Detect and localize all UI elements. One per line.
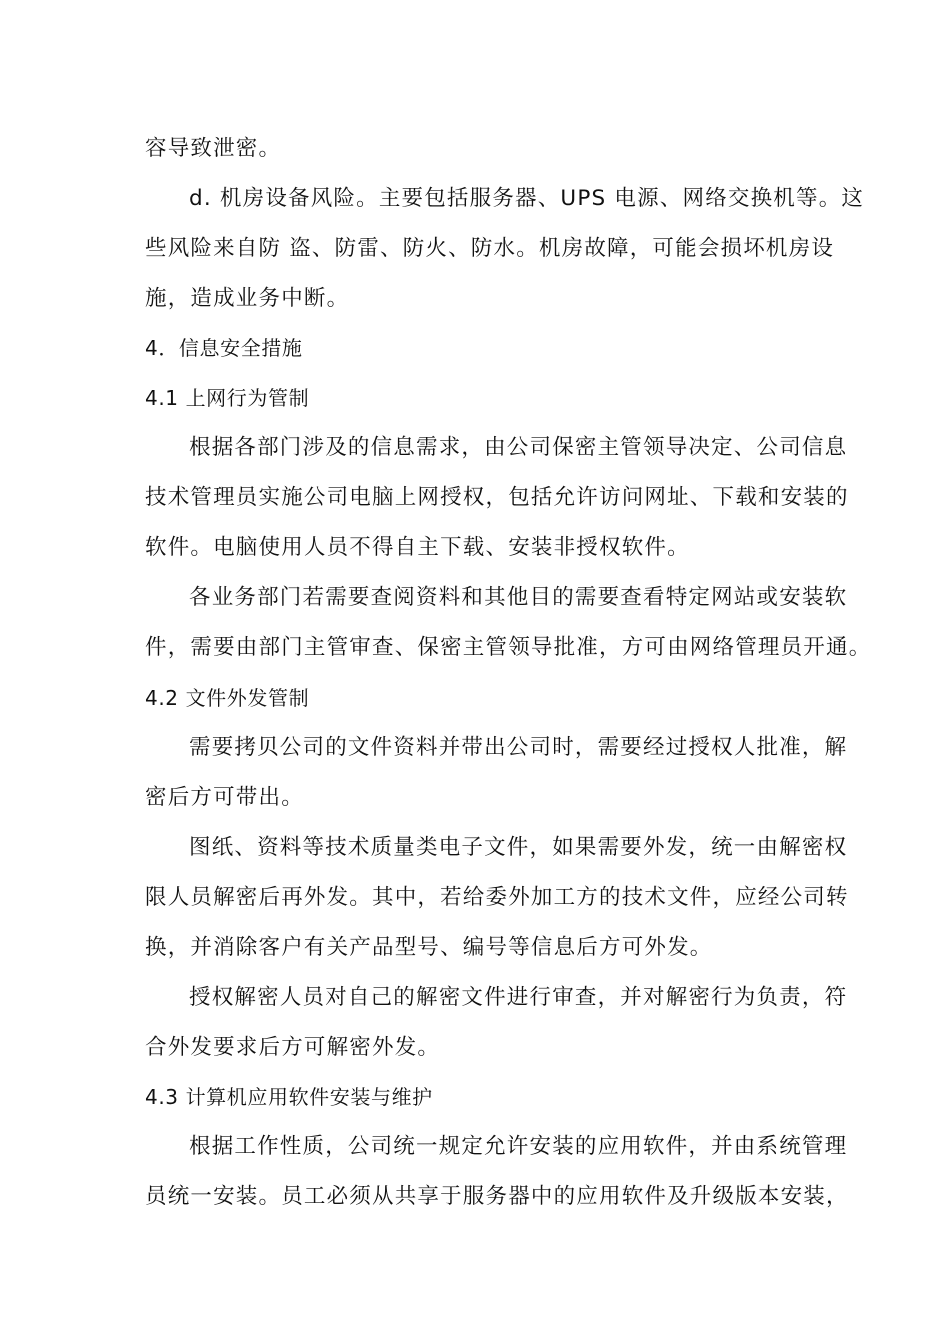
body-text-line: 软件。电脑使用人员不得自主下载、安装非授权软件。 bbox=[145, 535, 690, 560]
body-text-line: 各业务部门若需要查阅资料和其他目的需要查看特定网站或安装软 bbox=[189, 585, 848, 610]
section-heading: 4．信息安全措施 bbox=[145, 336, 303, 360]
body-text-line: 密后方可带出。 bbox=[145, 785, 304, 810]
body-text-line: 些风险来自防 盗、防雷、防火、防水。机房故障，可能会损坏机房设 bbox=[145, 236, 835, 261]
body-text-line: 根据各部门涉及的信息需求，由公司保密主管领导决定、公司信息 bbox=[189, 435, 848, 460]
body-text-line: 施，造成业务中断。 bbox=[145, 286, 350, 311]
body-text-line: 图纸、资料等技术质量类电子文件，如果需要外发，统一由解密权 bbox=[189, 835, 848, 860]
body-text-line: 需要拷贝公司的文件资料并带出公司时，需要经过授权人批准，解 bbox=[189, 735, 848, 760]
body-text-line: 技术管理员实施公司电脑上网授权，包括允许访问网址、下载和安装的 bbox=[145, 485, 849, 510]
body-text-line: 合外发要求后方可解密外发。 bbox=[145, 1035, 441, 1060]
body-text-line: 限人员解密后再外发。其中，若给委外加工方的技术文件，应经公司转 bbox=[145, 885, 849, 910]
body-text-line: 容导致泄密。 bbox=[145, 136, 282, 161]
body-text-line: 件，需要由部门主管审查、保密主管领导批准，方可由网络管理员开通。 bbox=[145, 635, 872, 660]
subsection-heading: 4.3 计算机应用软件安装与维护 bbox=[145, 1085, 433, 1109]
body-text-line: 授权解密人员对自己的解密文件进行审查，并对解密行为负责，符 bbox=[189, 985, 848, 1010]
body-text-line: 根据工作性质，公司统一规定允许安装的应用软件，并由系统管理 bbox=[189, 1134, 848, 1159]
body-text-line: 换，并消除客户有关产品型号、编号等信息后方可外发。 bbox=[145, 935, 713, 960]
subsection-heading: 4.1 上网行为管制 bbox=[145, 386, 310, 410]
body-text-line: 员统一安装。员工必须从共享于服务器中的应用软件及升级版本安装， bbox=[145, 1184, 849, 1209]
subsection-heading: 4.2 文件外发管制 bbox=[145, 686, 310, 710]
body-text-line: d. 机房设备风险。主要包括服务器、UPS 电源、网络交换机等。这 bbox=[189, 186, 865, 211]
